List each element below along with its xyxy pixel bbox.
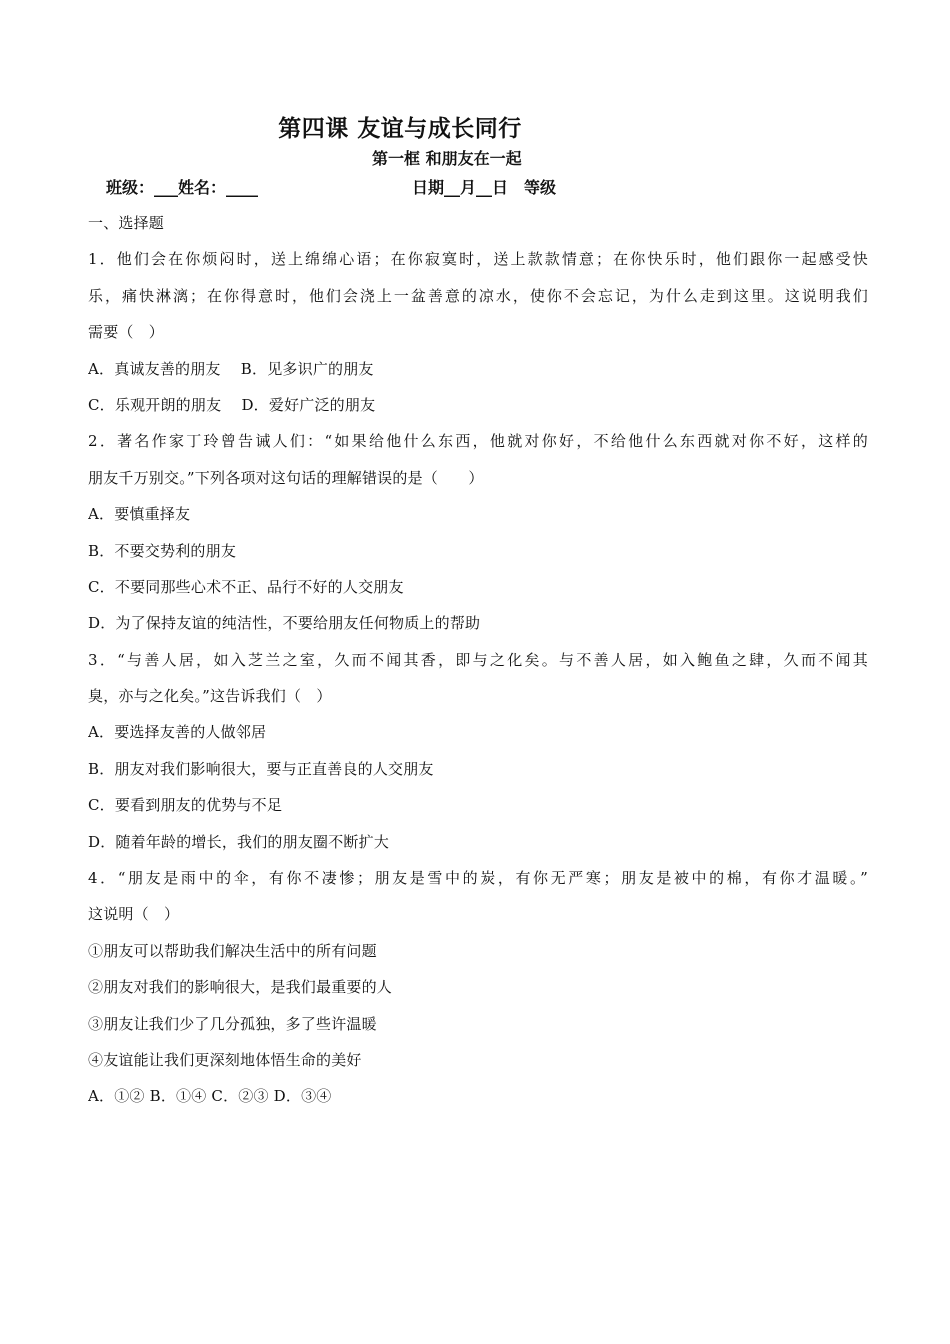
question-4-statement-1: ①朋友可以帮助我们解决生活中的所有问题 — [88, 941, 377, 960]
question-1-option-row-2: C．乐观开朗的朋友 D．爱好广泛的朋友 — [88, 395, 376, 414]
question-2-option-c: C．不要同那些心术不正、品行不好的人交朋友 — [88, 577, 404, 596]
question-3-line-2: 臭，亦与之化矣。”这告诉我们（ ） — [88, 687, 332, 706]
question-1-line-3: 需要（ ） — [88, 323, 165, 342]
question-2-option-b: B．不要交势利的朋友 — [88, 541, 237, 560]
question-3-option-b: B．朋友对我们影响很大，要与正直善良的人交朋友 — [88, 759, 434, 778]
document-body — [88, 205, 868, 1115]
question-4-line-1: 4．“朋友是雨中的伞，有你不凄惨；朋友是雪中的炭，有你无严寒；朋友是被中的棉，有你才温暖。” — [88, 869, 868, 888]
question-4-statement-4: ④友谊能让我们更深刻地体悟生命的美好 — [88, 1050, 362, 1069]
question-4-answer-options: A．①② B．①④ C．②③ D．③④ — [88, 1087, 332, 1106]
document-title: 第四课 友谊与成长同行 — [278, 115, 522, 142]
question-2-line-1: 2．著名作家丁玲曾告诫人们：“如果给他什么东西，他就对你好，不给他什么东西就对你不好，这样的 — [88, 432, 868, 451]
question-3-option-c: C．要看到朋友的优势与不足 — [88, 796, 283, 815]
question-3-option-a: A．要选择友善的人做邻居 — [88, 723, 267, 742]
date-grade-field: 日期__月__日 等级 — [412, 178, 557, 197]
question-1-line-1: 1．他们会在你烦闷时，送上绵绵心语；在你寂寞时，送上款款情意；在你快乐时，他们跟你一起感受快 — [88, 250, 868, 269]
section-heading: 一、选择题 — [88, 214, 165, 232]
document-subtitle: 第一框 和朋友在一起 — [372, 149, 522, 168]
question-2-option-a: A．要慎重择友 — [88, 505, 191, 524]
question-1-line-2: 乐，痛快淋漓；在你得意时，他们会浇上一盆善意的凉水，使你不会忘记，为什么走到这里。这说明我们 — [88, 286, 868, 305]
question-2-line-2: 朋友千万别交。”下列各项对这句话的理解错误的是（ ） — [88, 468, 484, 487]
question-1-option-row-1: A．真诚友善的朋友 B．见多识广的朋友 — [88, 359, 374, 378]
question-2-option-d: D．为了保持友谊的纯洁性，不要给朋友任何物质上的帮助 — [88, 614, 481, 633]
question-4-statement-3: ③朋友让我们少了几分孤独，多了些许温暖 — [88, 1014, 377, 1033]
question-3-option-d: D．随着年龄的增长，我们的朋友圈不断扩大 — [88, 832, 390, 851]
question-4-line-2: 这说明（ ） — [88, 905, 180, 924]
class-name-field: 班级：___姓名：____ — [106, 178, 259, 197]
question-4-statement-2: ②朋友对我们的影响很大，是我们最重要的人 — [88, 978, 393, 997]
question-3-line-1: 3．“与善人居，如入芝兰之室，久而不闻其香，即与之化矣。与不善人居，如入鲍鱼之肆，久而不闻其 — [88, 650, 868, 669]
